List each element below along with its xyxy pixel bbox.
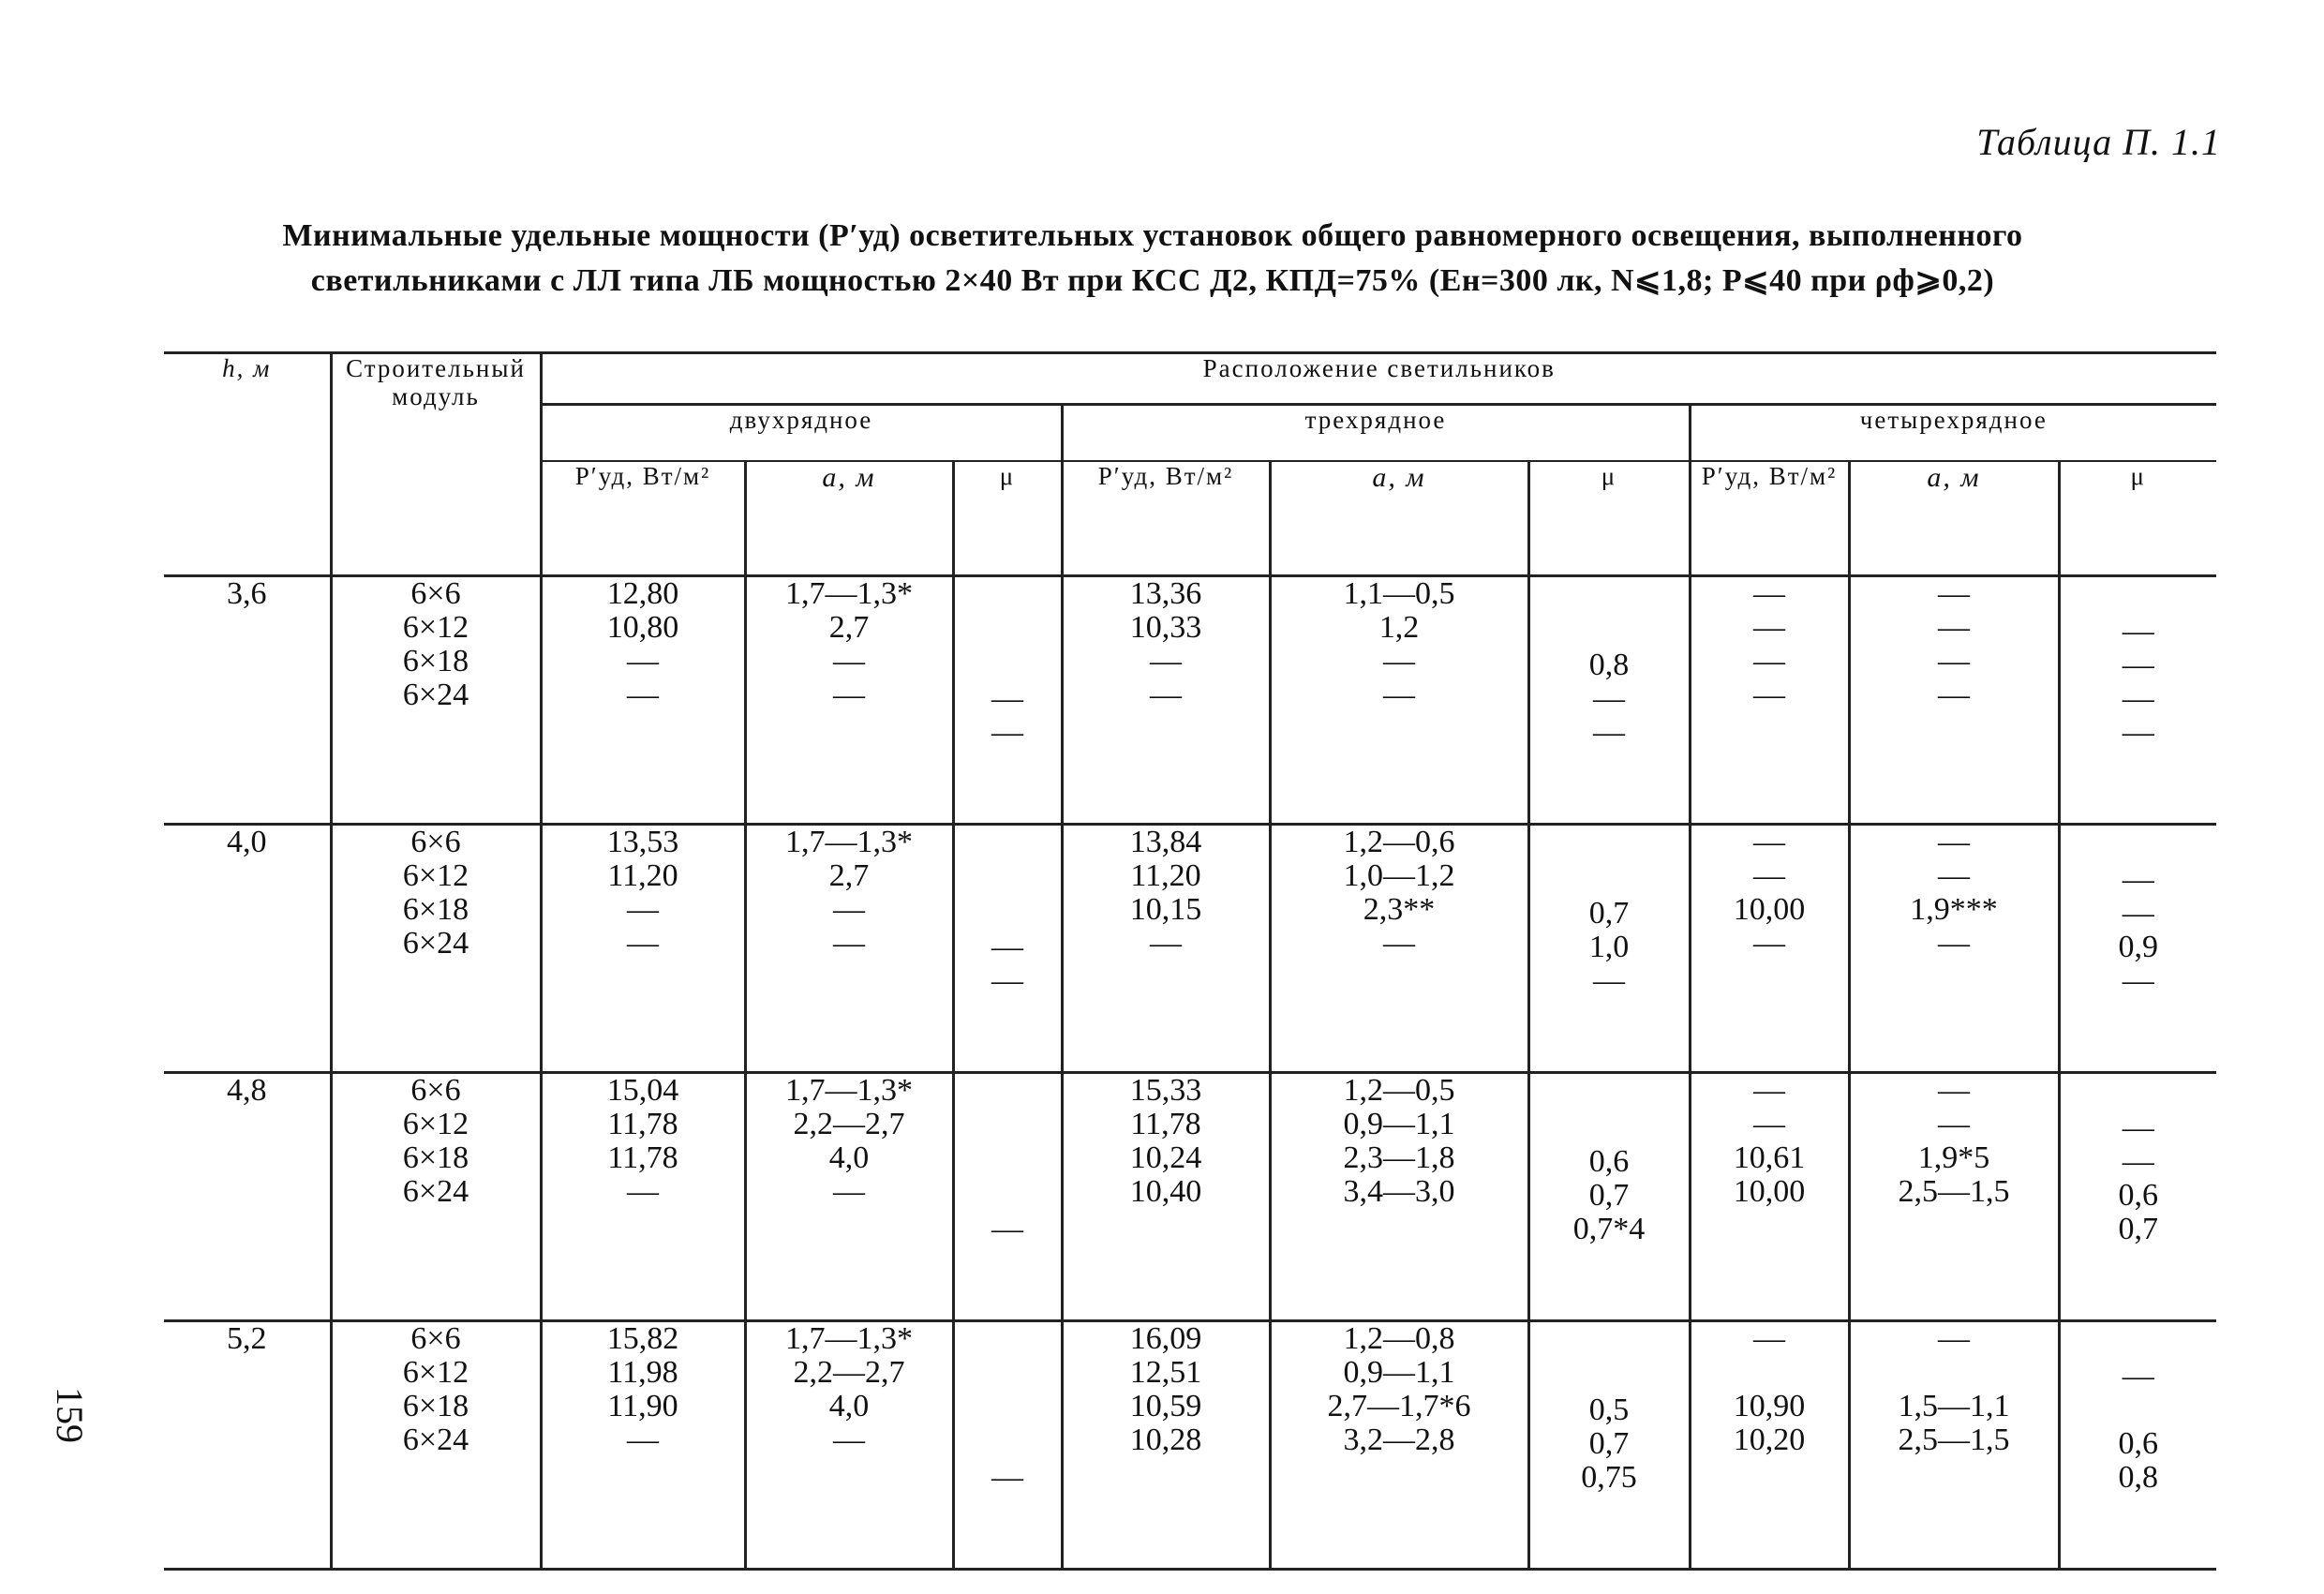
page-number: 159	[49, 1387, 91, 1443]
mu-value: 0,75	[1581, 1460, 1637, 1495]
a-value: 1,0—1,2	[1343, 858, 1455, 893]
module-value: 6×18	[402, 1140, 469, 1175]
mu-value: —	[1593, 715, 1625, 750]
mu-values-three	[1528, 1073, 1690, 1321]
table-row	[164, 1321, 2216, 1570]
mu-value: —	[2122, 963, 2154, 998]
module-value: 6×18	[402, 1389, 469, 1423]
mu-value	[2061, 1393, 2217, 1427]
mu-value	[1530, 615, 1689, 648]
height-value: 3,6	[164, 576, 331, 825]
p-value: 11,78	[1130, 1107, 1201, 1141]
a-value: 3,2—2,8	[1343, 1423, 1455, 1457]
a-value: 2,7	[828, 858, 870, 893]
mu-value: —	[991, 1460, 1023, 1495]
mu-values-four	[2059, 576, 2216, 825]
p-values-three	[1062, 1073, 1270, 1321]
mu-values-three	[1528, 1321, 1690, 1570]
a-value: —	[1938, 576, 1970, 611]
mu-values-three	[1528, 825, 1690, 1073]
mu-value	[1530, 863, 1689, 897]
a-values-two	[745, 825, 953, 1073]
a-value: —	[833, 926, 865, 961]
a-value: 2,5—1,5	[1898, 1174, 2010, 1209]
p-value: —	[1753, 1321, 1785, 1356]
p-value: —	[1753, 610, 1785, 645]
a-value: 2,7—1,7*6	[1327, 1389, 1471, 1423]
mu-value: 0,6	[2118, 1426, 2159, 1461]
module-value: 6×24	[402, 926, 469, 961]
module-value: 6×12	[402, 610, 469, 645]
a-value: 4,0	[828, 1140, 870, 1175]
p-value: 10,59	[1129, 1389, 1202, 1423]
mu-value: 0,5	[1588, 1393, 1630, 1427]
a-value: —	[1938, 610, 1970, 645]
a-value: 2,5—1,5	[1898, 1423, 2010, 1457]
p-value: 10,20	[1733, 1423, 1806, 1457]
p-values-four	[1690, 576, 1849, 825]
a-value: 1,9*5	[1917, 1140, 1990, 1175]
mu-value: —	[2122, 715, 2154, 750]
table-row	[164, 1073, 2216, 1321]
p-value: 11,20	[607, 858, 678, 893]
header-placement: Расположение светильников	[541, 353, 2216, 405]
a-value: —	[1938, 825, 1970, 859]
mu-value: —	[2122, 681, 2154, 716]
a-value: —	[1938, 1073, 1970, 1108]
p-value: 12,80	[606, 576, 679, 611]
module-list	[331, 825, 541, 1073]
a-value: —	[833, 644, 865, 678]
a-values-three	[1270, 825, 1528, 1073]
p-value: 10,90	[1733, 1389, 1806, 1423]
mu-value: —	[2122, 1110, 2154, 1145]
a-value: 1,2	[1378, 610, 1420, 645]
a-value: —	[1383, 926, 1415, 961]
p-value: —	[627, 926, 659, 961]
mu-value	[955, 897, 1061, 931]
mu-values-four	[2059, 1321, 2216, 1570]
a-values-three	[1270, 1073, 1528, 1321]
mu-value: 0,8	[1588, 648, 1630, 682]
module-list	[331, 1321, 541, 1570]
p-value: —	[1753, 858, 1785, 893]
a-value: —	[833, 1174, 865, 1209]
a-values-three	[1270, 576, 1528, 825]
p-value: 10,33	[1129, 610, 1202, 645]
a-value: —	[1938, 926, 1970, 961]
p-values-three	[1062, 825, 1270, 1073]
mu-value: 0,8	[2118, 1460, 2159, 1495]
a-value: 0,9—1,1	[1343, 1107, 1455, 1141]
a-value: 1,2—0,6	[1343, 825, 1455, 859]
mu-value	[955, 1393, 1061, 1427]
module-value: 6×24	[402, 1423, 469, 1457]
mu-values-two	[953, 1073, 1062, 1321]
p-value: 16,09	[1129, 1321, 1202, 1356]
mu-value: —	[991, 681, 1023, 716]
p-value: —	[1753, 1073, 1785, 1108]
p-value: 15,04	[606, 1073, 679, 1108]
p-value: 12,51	[1129, 1355, 1202, 1390]
p-values-two	[541, 576, 745, 825]
mu-values-two	[953, 825, 1062, 1073]
mu-value: 0,9	[2118, 930, 2159, 964]
mu-value	[955, 648, 1061, 682]
height-value: 4,8	[164, 1073, 331, 1321]
mu-value	[955, 1360, 1061, 1393]
p-value: —	[627, 1423, 659, 1457]
mu-value: —	[1593, 963, 1625, 998]
p-value: —	[627, 644, 659, 678]
a-value: —	[833, 1423, 865, 1457]
table-row	[164, 576, 2216, 825]
mu-value: 0,7	[2118, 1212, 2159, 1246]
p-value: —	[1150, 678, 1182, 712]
col-a-three: a, м	[1270, 461, 1528, 576]
p-value: —	[1753, 926, 1785, 961]
col-a-four: a, м	[1849, 461, 2059, 576]
a-value: 1,5—1,1	[1898, 1389, 2010, 1423]
a-values-two	[745, 1321, 953, 1570]
p-values-two	[541, 825, 745, 1073]
p-value: —	[627, 1174, 659, 1209]
p-values-two	[541, 1321, 745, 1570]
p-values-four	[1690, 1073, 1849, 1321]
a-values-four	[1849, 825, 2059, 1073]
a-values-four	[1849, 576, 2059, 825]
a-value: 1,2—0,8	[1343, 1321, 1455, 1356]
p-value: 10,40	[1129, 1174, 1202, 1209]
p-values-two	[541, 1073, 745, 1321]
a-value: 4,0	[828, 1389, 870, 1423]
header-four-row: четырехрядное	[1690, 405, 2216, 462]
a-value: —	[1383, 644, 1415, 678]
table-body	[164, 576, 2216, 1570]
mu-value: —	[2122, 1359, 2154, 1393]
mu-value: 0,7*4	[1572, 1212, 1646, 1246]
module-value: 6×12	[402, 1107, 469, 1141]
col-p-two: P′уд, Вт/м²	[541, 461, 745, 576]
module-value: 6×6	[410, 825, 461, 859]
a-value: 2,2—2,7	[793, 1355, 905, 1390]
a-value: 1,7—1,3*	[785, 576, 913, 611]
p-values-four	[1690, 825, 1849, 1073]
a-value: 1,7—1,3*	[785, 1321, 913, 1356]
mu-value	[955, 1427, 1061, 1461]
mu-value: 0,6	[1588, 1144, 1630, 1179]
p-value: 15,33	[1129, 1073, 1202, 1108]
a-value	[1851, 1356, 2058, 1390]
module-value: 6×24	[402, 1174, 469, 1209]
height-value: 4,0	[164, 825, 331, 1073]
p-value: —	[1150, 644, 1182, 678]
p-value: 11,90	[607, 1389, 678, 1423]
power-table	[164, 351, 2216, 1571]
height-value: 5,2	[164, 1321, 331, 1570]
p-value: 13,84	[1129, 825, 1202, 859]
p-value: 11,78	[607, 1140, 678, 1175]
module-value: 6×12	[402, 858, 469, 893]
col-mu-four: μ	[2059, 461, 2216, 576]
p-value	[1691, 1356, 1848, 1390]
a-value: 2,2—2,7	[793, 1107, 905, 1141]
p-value: 10,15	[1129, 892, 1202, 927]
col-mu-two: μ	[953, 461, 1062, 576]
mu-value	[955, 1145, 1061, 1179]
mu-value	[955, 1111, 1061, 1145]
col-mu-three: μ	[1528, 461, 1690, 576]
a-value: 3,4—3,0	[1343, 1174, 1455, 1209]
header-two-row: двухрядное	[541, 405, 1062, 462]
mu-value: —	[2122, 1144, 2154, 1179]
p-value: 10,61	[1733, 1140, 1806, 1175]
mu-value: —	[991, 1212, 1023, 1246]
table-title	[150, 214, 2155, 304]
title-line-2: светильниками с ЛЛ типа ЛБ мощностью 2×40 Вт при КСС Д2, КПД=75% (Eн=300 лк, N⩽1,8; P⩽40 при ρф⩾0,2)	[310, 263, 1995, 298]
p-value: 15,82	[606, 1321, 679, 1356]
module-list	[331, 576, 541, 825]
mu-value: —	[991, 963, 1023, 998]
mu-value: —	[991, 715, 1023, 750]
header-three-row: трехрядное	[1062, 405, 1690, 462]
p-value: —	[1753, 576, 1785, 611]
module-value: 6×6	[410, 1321, 461, 1356]
mu-value: 0,7	[1588, 1178, 1630, 1213]
p-value: 11,78	[607, 1107, 678, 1141]
module-value: 6×6	[410, 576, 461, 611]
table-row	[164, 825, 2216, 1073]
mu-value	[1530, 1111, 1689, 1145]
mu-value: 0,7	[1588, 1426, 1630, 1461]
p-value: 13,53	[606, 825, 679, 859]
a-value: 1,2—0,5	[1343, 1073, 1455, 1108]
a-value: 1,7—1,3*	[785, 825, 913, 859]
a-value: 2,3—1,8	[1343, 1140, 1455, 1175]
mu-value: 1,0	[1588, 930, 1630, 964]
p-value: 10,28	[1129, 1423, 1202, 1457]
mu-value: 0,6	[2118, 1178, 2159, 1213]
module-value: 6×12	[402, 1355, 469, 1390]
p-value: —	[627, 892, 659, 927]
p-value: —	[1753, 678, 1785, 712]
header-h: h, м	[164, 353, 331, 576]
a-value: 2,3**	[1363, 892, 1436, 927]
p-value: 11,98	[607, 1355, 678, 1390]
p-values-three	[1062, 576, 1270, 825]
a-values-two	[745, 1073, 953, 1321]
mu-value	[955, 615, 1061, 648]
mu-value	[955, 1179, 1061, 1213]
mu-values-two	[953, 576, 1062, 825]
mu-values-four	[2059, 825, 2216, 1073]
mu-value: 0,7	[1588, 896, 1630, 931]
mu-value: —	[2122, 896, 2154, 931]
a-values-two	[745, 576, 953, 825]
p-values-three	[1062, 1321, 1270, 1570]
table-label: Таблица П. 1.1	[1976, 121, 2221, 163]
a-values-three	[1270, 1321, 1528, 1570]
col-p-three: P′уд, Вт/м²	[1062, 461, 1270, 576]
a-value: —	[1938, 1107, 1970, 1141]
mu-value: —	[991, 930, 1023, 964]
a-value: —	[1938, 678, 1970, 712]
a-value: 1,1—0,5	[1343, 576, 1455, 611]
a-value: 0,9—1,1	[1343, 1355, 1455, 1390]
p-value: —	[1753, 1107, 1785, 1141]
module-value: 6×24	[402, 678, 469, 712]
a-value: —	[833, 678, 865, 712]
header-module: Строительный модуль	[331, 353, 541, 576]
p-value: 10,80	[606, 610, 679, 645]
mu-value: —	[2122, 862, 2154, 897]
a-value: 1,7—1,3*	[785, 1073, 913, 1108]
module-value: 6×18	[402, 892, 469, 927]
a-value: —	[1938, 858, 1970, 893]
p-value: —	[1753, 825, 1785, 859]
p-value: —	[1753, 644, 1785, 678]
col-p-four: P′уд, Вт/м²	[1690, 461, 1849, 576]
p-value: 11,20	[1130, 858, 1201, 893]
p-values-four	[1690, 1321, 1849, 1570]
col-a-two: a, м	[745, 461, 953, 576]
p-value: —	[627, 678, 659, 712]
a-value: 1,9***	[1910, 892, 1998, 927]
a-values-four	[1849, 1321, 2059, 1570]
a-value: —	[1938, 1321, 1970, 1356]
a-values-four	[1849, 1073, 2059, 1321]
mu-value: —	[2122, 614, 2154, 648]
mu-values-three	[1528, 576, 1690, 825]
mu-value: —	[2122, 648, 2154, 682]
a-value: —	[833, 892, 865, 927]
mu-values-two	[953, 1321, 1062, 1570]
p-value: 13,36	[1129, 576, 1202, 611]
module-value: 6×6	[410, 1073, 461, 1108]
a-value: —	[1938, 644, 1970, 678]
module-value: 6×18	[402, 644, 469, 678]
module-list	[331, 1073, 541, 1321]
p-value: —	[1150, 926, 1182, 961]
a-value: —	[1383, 678, 1415, 712]
title-line-1: Минимальные удельные мощности (P′уд) осветительных установок общего равномерного освещения, выполненного	[282, 218, 2023, 253]
p-value: 10,24	[1129, 1140, 1202, 1175]
mu-values-four	[2059, 1073, 2216, 1321]
p-value: 10,00	[1733, 1174, 1806, 1209]
a-value: 2,7	[828, 610, 870, 645]
mu-value	[1530, 1360, 1689, 1393]
p-value: 10,00	[1733, 892, 1806, 927]
mu-value	[955, 863, 1061, 897]
mu-value: —	[1593, 681, 1625, 716]
